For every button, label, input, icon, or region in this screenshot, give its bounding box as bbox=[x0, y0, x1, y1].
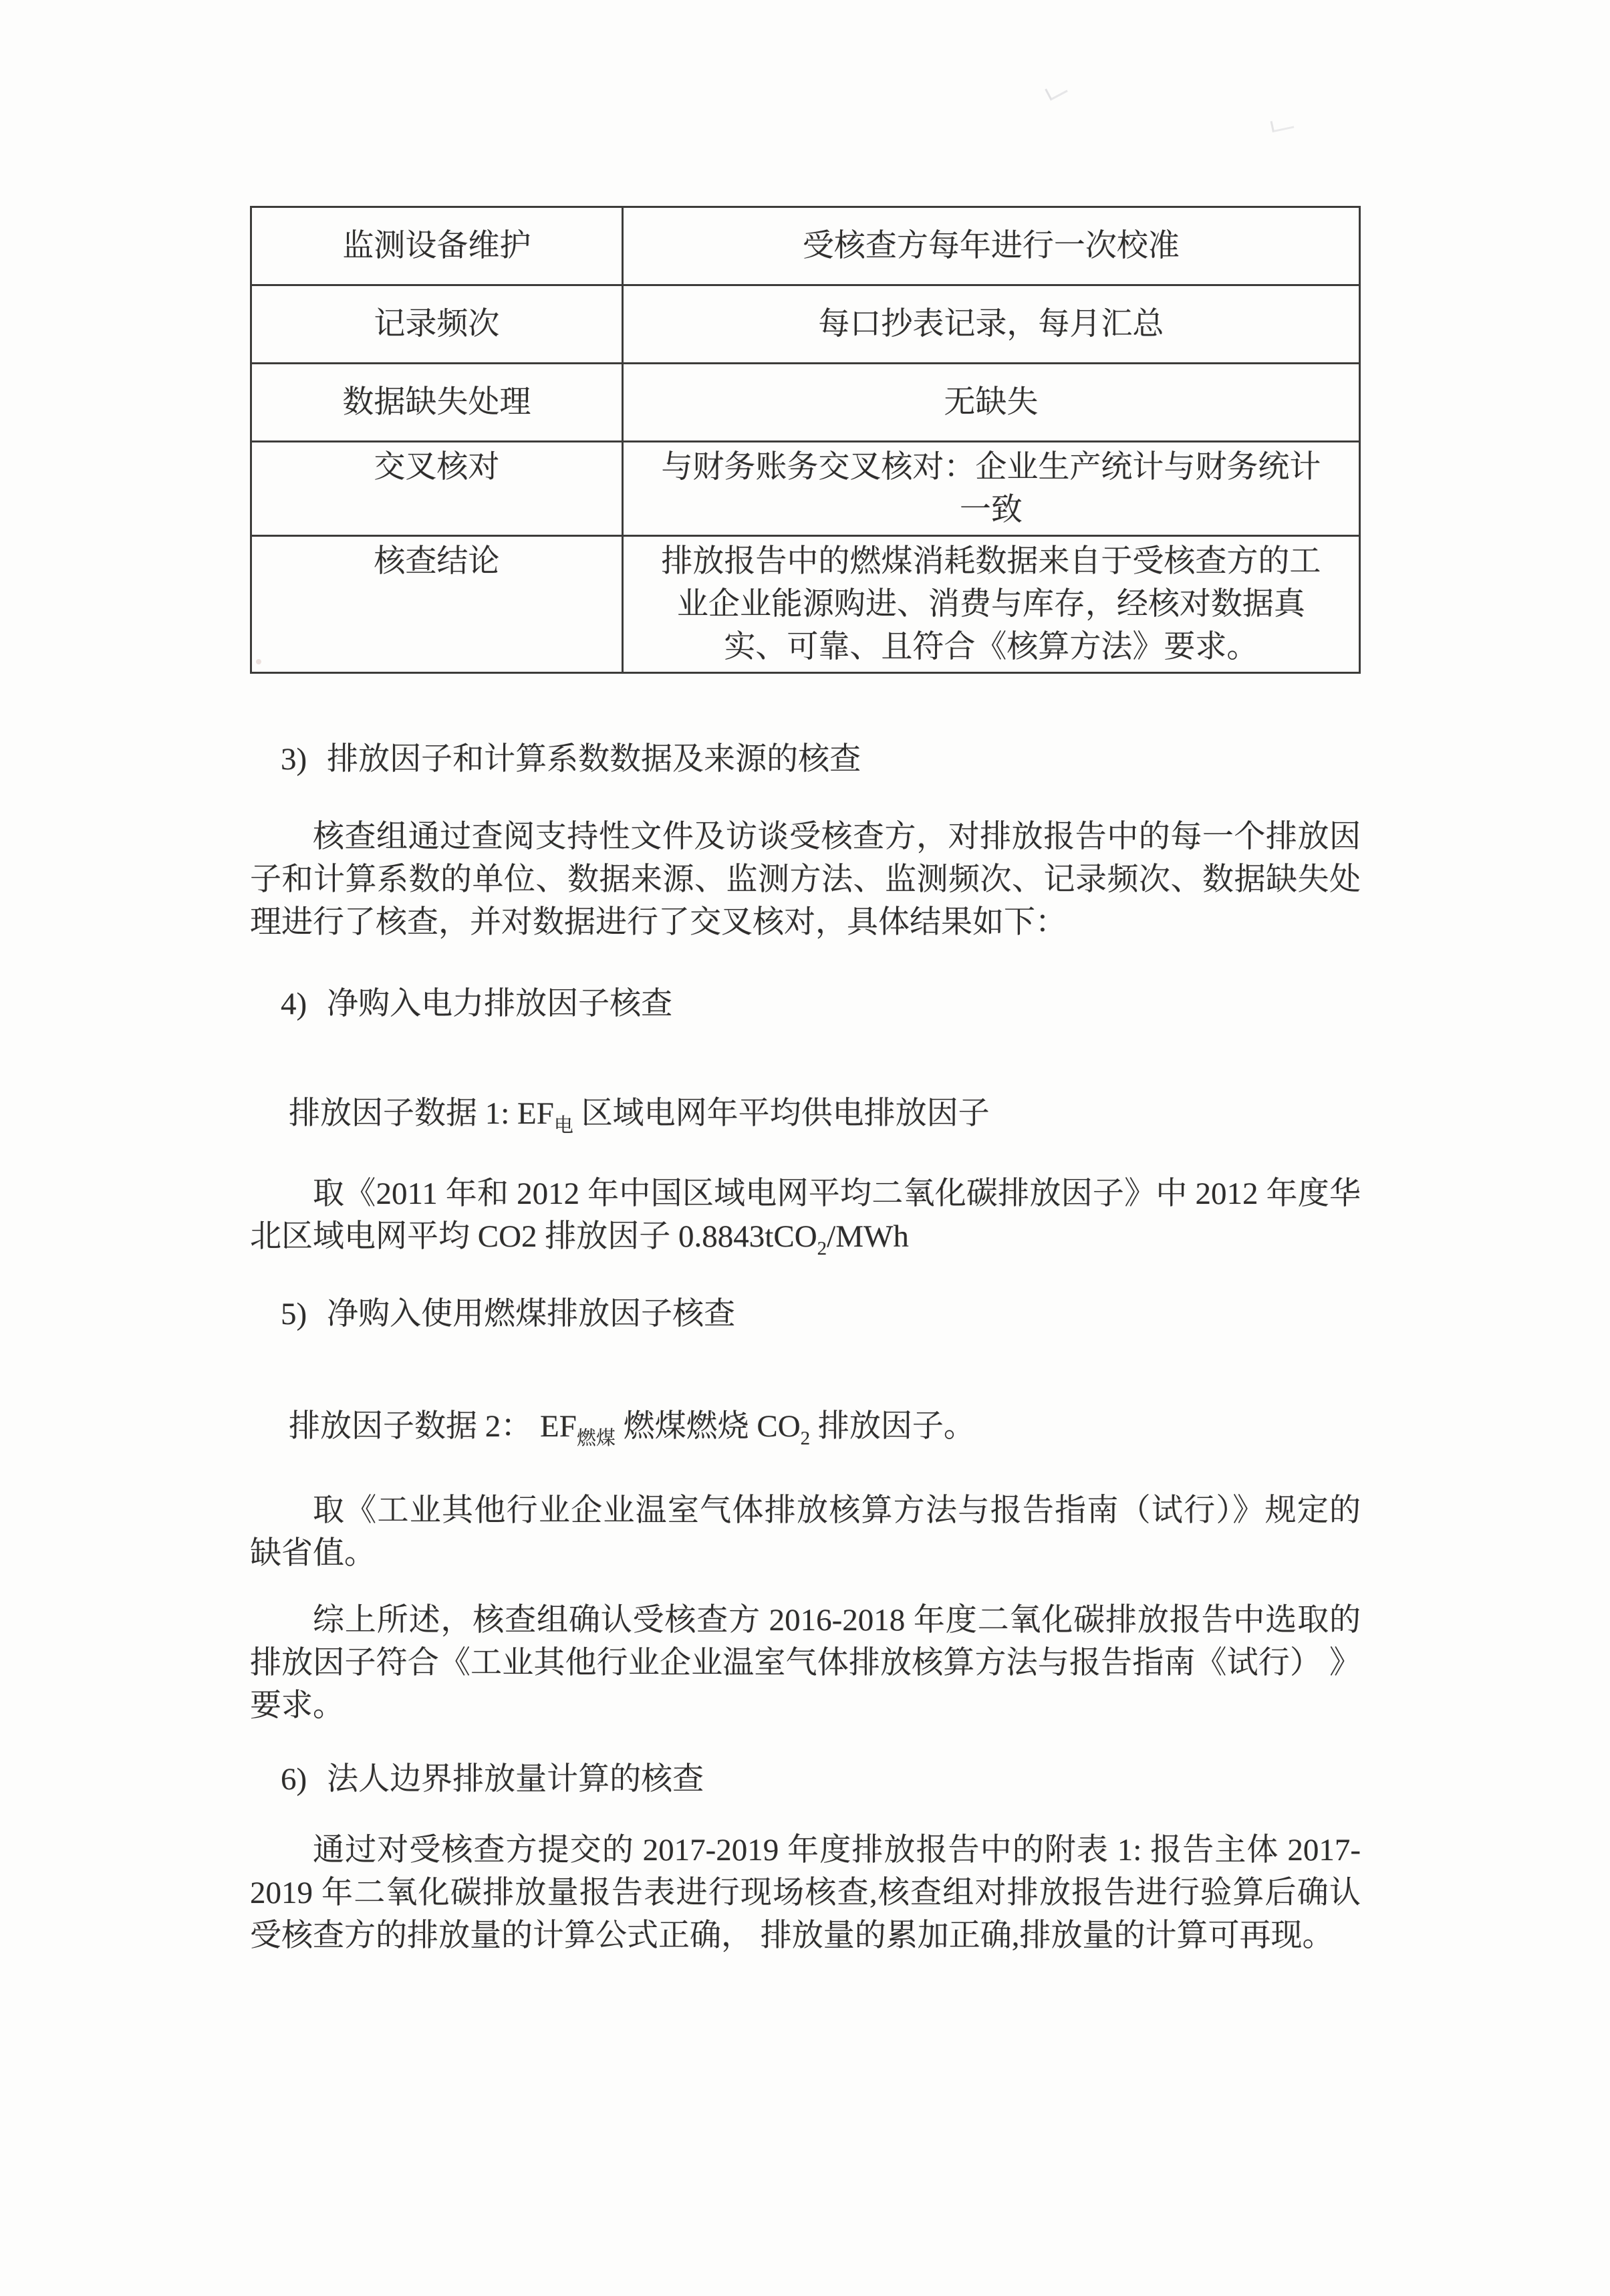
section-5-title: 净购入使用燃煤排放因子核查 bbox=[327, 1297, 736, 1331]
section-5-number: 5) bbox=[281, 1297, 307, 1331]
ef2-co2-subscript: 2 bbox=[800, 1428, 811, 1449]
section-6-number: 6) bbox=[281, 1762, 307, 1797]
table-row bbox=[251, 536, 1360, 673]
ef1-subscript: 电 bbox=[553, 1115, 573, 1136]
ef2-lead: 排放因子数据 2： EF bbox=[289, 1409, 577, 1444]
ef2-subscript: 燃煤 bbox=[576, 1428, 616, 1449]
table-row bbox=[251, 207, 1360, 285]
document-content bbox=[250, 206, 1361, 1957]
section-3-title: 排放因子和计算系数数据及来源的核查 bbox=[327, 742, 861, 777]
scan-artifact bbox=[1270, 117, 1295, 132]
paragraph-coal-default-value: 取《工业其他行业企业温室气体排放核算方法与报告指南（试行）》规定的缺省值。 bbox=[250, 1493, 1361, 1571]
ef2-tail: 排放因子。 bbox=[810, 1409, 975, 1444]
table-row bbox=[251, 442, 1360, 536]
section-3-number: 3) bbox=[281, 742, 307, 777]
p4-tail: /MWh bbox=[827, 1219, 909, 1254]
section-4-heading bbox=[250, 983, 1361, 1025]
table-row bbox=[251, 364, 1360, 442]
table-row bbox=[251, 285, 1360, 364]
paragraph-boundary-emission-check: 通过对受核查方提交的 2017-2019 年度排放报告中的附表 1: 报告主体 2017-2019 年二氧化碳排放量报告表进行现场核查,核查组对排放报告进行验算后确认受核查方的排放量的计算公式正确， 排放量的累加正确,排放量的计算可再现。 bbox=[250, 1833, 1361, 1953]
row-label-missing-data: 数据缺失处理 bbox=[251, 364, 623, 442]
ef1-tail: 区域电网年平均供电排放因子 bbox=[573, 1096, 990, 1131]
row-value-device-maintenance: 受核查方每年进行一次校准 bbox=[622, 207, 1359, 285]
row-label-device-maintenance: 监测设备维护 bbox=[251, 207, 623, 285]
section-4-number: 4) bbox=[281, 987, 307, 1021]
p4-lead: 取《2011 年和 2012 年中国区域电网平均二氧化碳排放因子》中 2012 年度华北区域电网平均 CO2 排放因子 0.8843tCO bbox=[250, 1176, 1361, 1254]
row-value-missing-data: 无缺失 bbox=[622, 364, 1359, 442]
section-5-heading bbox=[250, 1293, 1361, 1335]
row-label-verification-conclusion: 核查结论 bbox=[251, 536, 623, 673]
emission-factor-1-line bbox=[250, 1092, 1361, 1135]
paragraph-section3-body: 核查组通过查阅支持性文件及访谈受核查方，对排放报告中的每一个排放因子和计算系数的单位、数据来源、监测方法、监测频次、记录频次、数据缺失处理进行了核查，并对数据进行了交叉核对，具体结果如下： bbox=[250, 819, 1361, 940]
section-3-heading bbox=[250, 738, 1361, 781]
row-value-cross-check: 与财务账务交叉核对：企业生产统计与财务统计一致 bbox=[622, 442, 1359, 536]
section-6-title: 法人边界排放量计算的核查 bbox=[327, 1762, 704, 1797]
row-label-cross-check: 交叉核对 bbox=[251, 442, 623, 536]
row-value-record-frequency: 每口抄表记录，每月汇总 bbox=[622, 285, 1359, 364]
monitoring-verification-table bbox=[250, 206, 1361, 674]
emission-factor-2-line bbox=[250, 1405, 1361, 1448]
ef2-mid: 燃煤燃烧 CO bbox=[615, 1409, 801, 1444]
row-label-record-frequency: 记录频次 bbox=[251, 285, 623, 364]
paragraph-summary-conclusion: 综上所述，核查组确认受核查方 2016-2018 年度二氧化碳排放报告中选取的排放因子符合《工业其他行业企业温室气体排放核算方法与报告指南《试行） 》要求。 bbox=[250, 1603, 1361, 1723]
ef1-lead: 排放因子数据 1: EF bbox=[289, 1096, 554, 1131]
row-value-verification-conclusion: 排放报告中的燃煤消耗数据来自于受核查方的工业企业能源购进、消费与库存，经核对数据真实、可靠、且符合《核算方法》要求。 bbox=[622, 536, 1359, 673]
paragraph-grid-factor-source bbox=[250, 1172, 1361, 1258]
section-4-title: 净购入电力排放因子核查 bbox=[327, 987, 673, 1021]
scan-artifact bbox=[1045, 80, 1068, 100]
co2-subscript: 2 bbox=[817, 1238, 827, 1259]
section-6-heading bbox=[250, 1758, 1361, 1801]
